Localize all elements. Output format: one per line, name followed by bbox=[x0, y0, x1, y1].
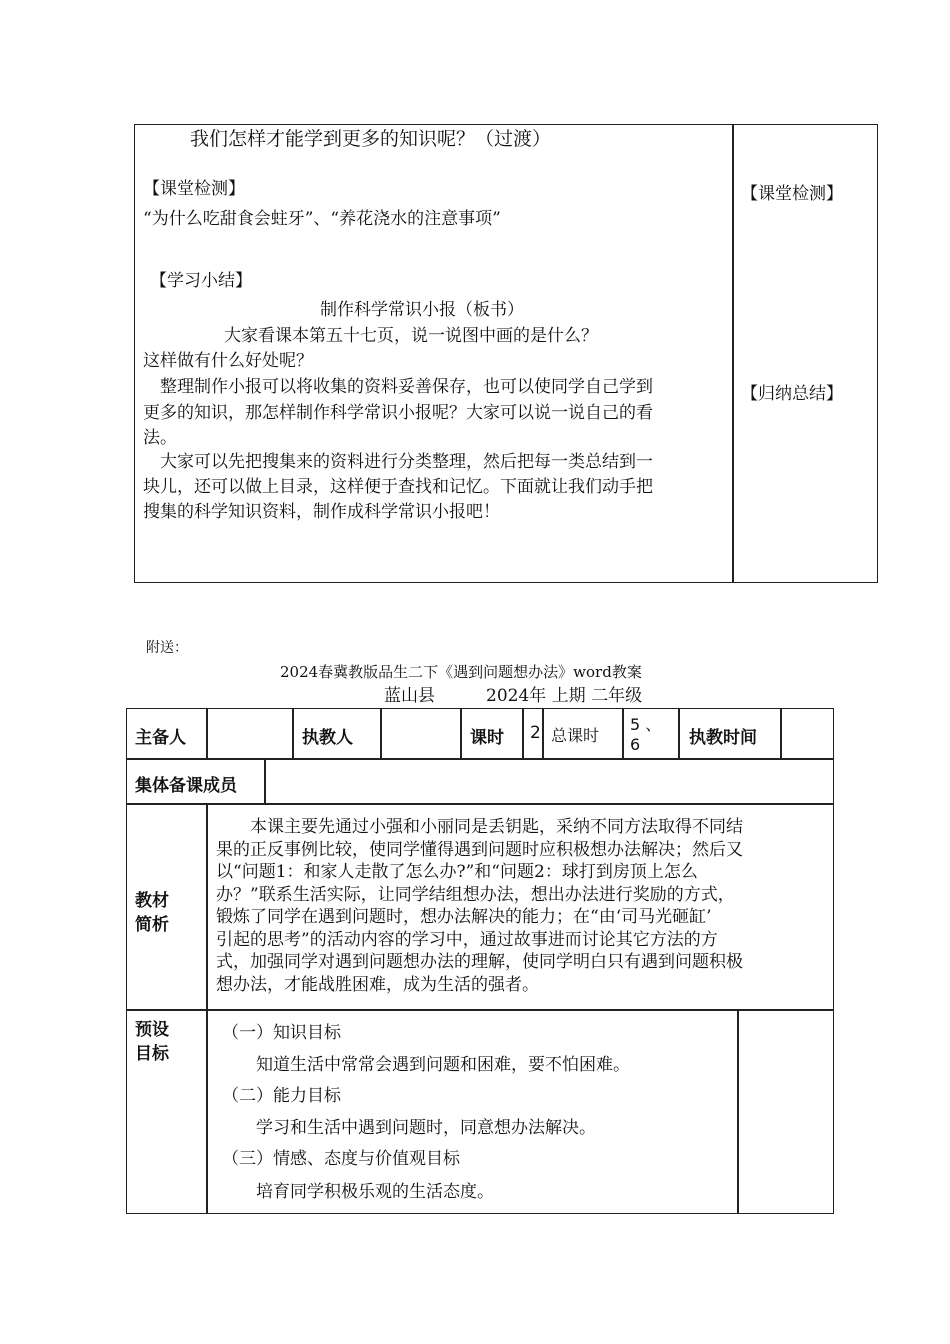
info-line: 蓝山县 2024年 上期 二年级 bbox=[384, 686, 643, 706]
teach-time-label: 执教时间 bbox=[689, 728, 757, 748]
heading-class-check: 【课堂检测】 bbox=[143, 179, 245, 199]
analysis-label-b: 简析 bbox=[135, 915, 169, 935]
members-label: 集体备课成员 bbox=[135, 776, 237, 796]
goals-label-a: 预设 bbox=[135, 1020, 169, 1040]
transition-line: 我们怎样才能学到更多的知识呢？（过渡） bbox=[190, 128, 552, 150]
goal-emotion-text: 培育同学积极乐观的生活态度。 bbox=[256, 1182, 494, 1202]
analysis-line: 办？”联系生活实际，让同学结组想办法，想出办法进行奖励的方式， bbox=[216, 884, 735, 905]
lead-preparer-label: 主备人 bbox=[135, 728, 186, 748]
col-rule bbox=[206, 708, 208, 758]
para-organize-1: 整理制作小报可以将收集的资料妥善保存，也可以使同学自己学到 bbox=[143, 377, 653, 397]
col-rule bbox=[780, 708, 782, 758]
side-class-check: 【课堂检测】 bbox=[741, 184, 843, 204]
total-hours-value-a: 5 、 bbox=[630, 715, 662, 734]
col-rule bbox=[522, 708, 524, 758]
check-topics: “为什么吃甜食会蛀牙”、“养花浇水的注意事项” bbox=[143, 209, 501, 229]
col-rule bbox=[542, 708, 544, 758]
row-rule bbox=[126, 1009, 834, 1011]
side-summary: 【归纳总结】 bbox=[741, 384, 843, 404]
lesson-hours-value: 2 bbox=[530, 723, 541, 743]
col-rule bbox=[678, 708, 680, 758]
appendix-label: 附送： bbox=[146, 640, 188, 656]
row-rule bbox=[126, 803, 834, 805]
goal-ability-title: （二）能力目标 bbox=[222, 1086, 341, 1106]
analysis-line: 果的正反事例比较，使同学懂得遇到问题时应积极想办法解决；然后又 bbox=[216, 839, 743, 860]
col-rule bbox=[380, 708, 382, 758]
goals-label-b: 目标 bbox=[135, 1044, 169, 1064]
analysis-label-a: 教材 bbox=[135, 891, 169, 911]
analysis-line: 式，加强同学对遇到问题想办法的理解，使同学明白只有遇到问题积极 bbox=[216, 952, 743, 972]
para-organize-2: 更多的知识，那怎样制作科学常识小报呢？大家可以说一说自己的看 bbox=[143, 403, 653, 423]
teacher-label: 执教人 bbox=[302, 728, 353, 748]
board-title: 制作科学常识小报（板书） bbox=[320, 300, 524, 320]
para-classify-1: 大家可以先把搜集来的资料进行分类整理，然后把每一类总结到一 bbox=[143, 452, 653, 472]
col-rule bbox=[622, 708, 624, 758]
goal-ability-text: 学习和生活中遇到问题时，同意想办法解决。 bbox=[256, 1118, 596, 1138]
line-benefit: 这样做有什么好处呢？ bbox=[143, 351, 313, 371]
analysis-line: 想办法，才能战胜困难，成为生活的强者。 bbox=[216, 974, 539, 995]
lesson-hours-label: 课时 bbox=[470, 728, 504, 748]
total-hours-value-b: 6 bbox=[630, 735, 641, 754]
col-rule bbox=[206, 803, 208, 1214]
col-rule bbox=[264, 758, 266, 803]
analysis-line: 本课主要先通过小强和小丽同是丢钥匙，采纳不同方法取得不同结 bbox=[216, 817, 743, 837]
analysis-line: 锻炼了同学在遇到问题时，想办法解决的能力；在“由‘司马光砸缸’ bbox=[216, 907, 712, 927]
goal-knowledge-title: （一）知识目标 bbox=[222, 1023, 341, 1043]
row-rule bbox=[126, 758, 834, 760]
para-classify-3: 搜集的科学知识资料，制作成科学常识小报吧！ bbox=[143, 502, 500, 522]
doc-title: 2024春冀教版品生二下《遇到问题想办法》word教案 bbox=[280, 663, 642, 681]
col-rule bbox=[292, 708, 294, 758]
goal-knowledge-text: 知道生活中常常会遇到问题和困难，要不怕困难。 bbox=[256, 1055, 630, 1075]
heading-study-summary: 【学习小结】 bbox=[150, 271, 252, 291]
analysis-line: 以“问题1：和家人走散了怎么办?”和“问题2：球打到房顶上怎么 bbox=[216, 862, 698, 882]
para-classify-2: 块儿，还可以做上目录，这样便于查找和记忆。下面就让我们动手把 bbox=[143, 477, 653, 497]
analysis-line: 引起的思考”的活动内容的学习中，通过故事进而讨论其它方法的方 bbox=[216, 929, 718, 950]
goal-emotion-title: （三）情感、态度与价值观目标 bbox=[222, 1149, 460, 1169]
total-hours-label: 总课时 bbox=[551, 726, 600, 745]
top-table-divider bbox=[732, 124, 734, 583]
col-rule bbox=[460, 708, 462, 758]
col-rule bbox=[737, 1009, 739, 1214]
line-textbook-page: 大家看课本第五十七页，说一说图中画的是什么？ bbox=[224, 326, 598, 346]
para-organize-3: 法。 bbox=[143, 428, 177, 448]
